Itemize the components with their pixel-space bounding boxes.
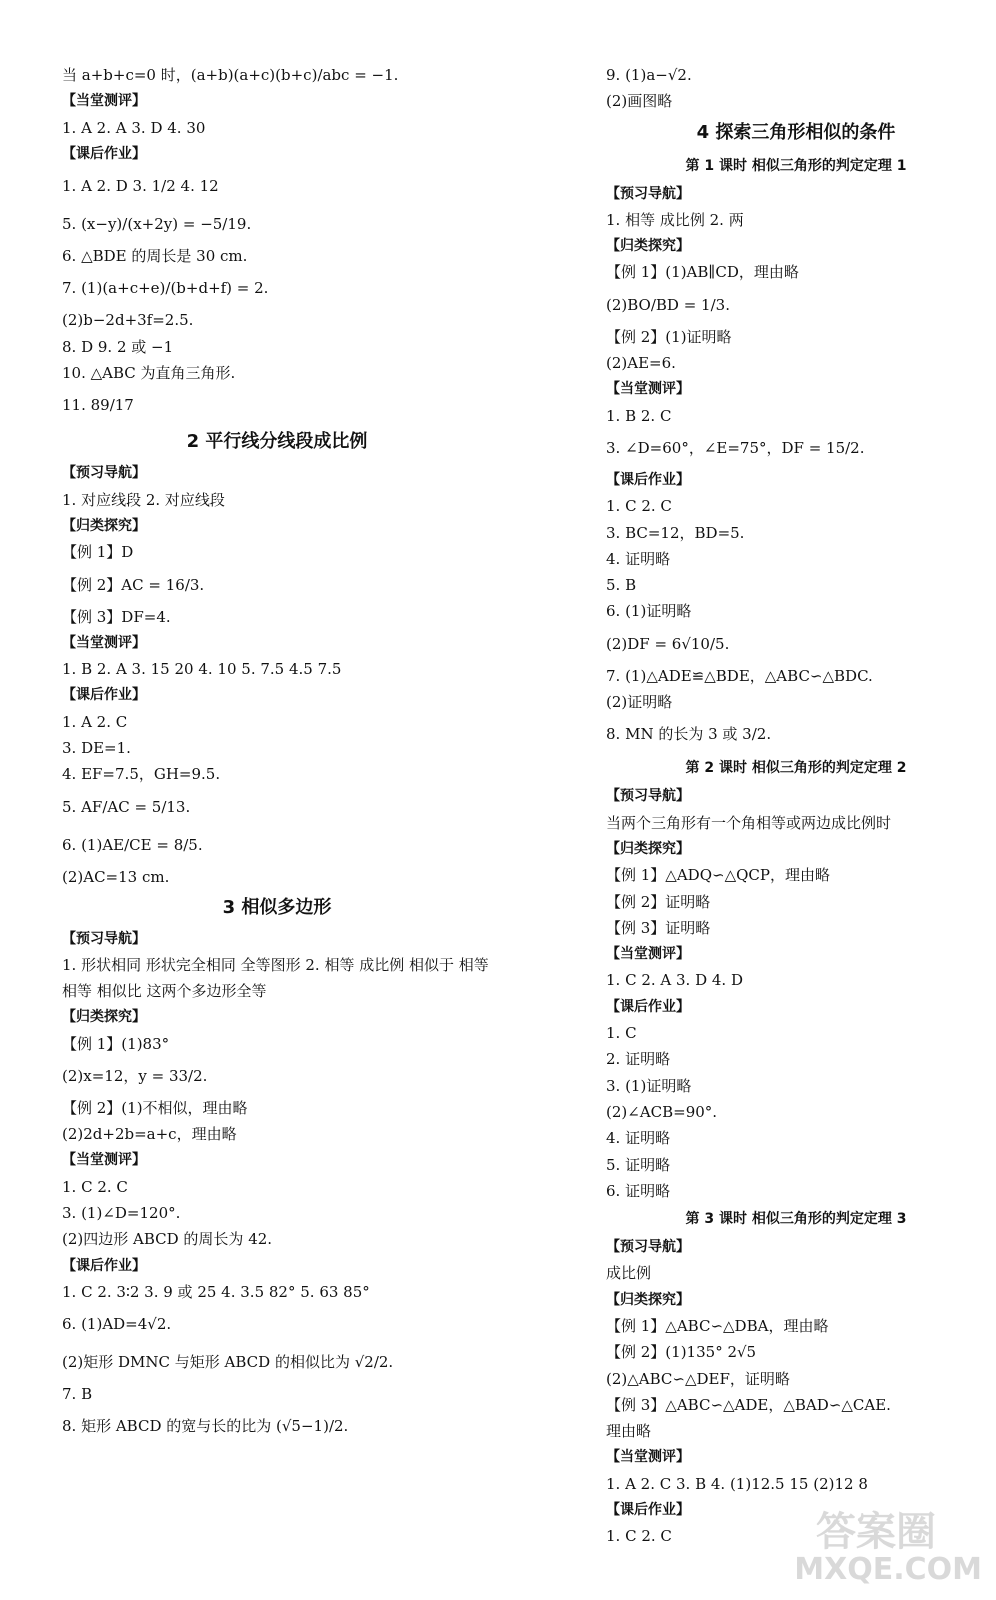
answer-line: 1. B 2. C [606, 406, 672, 425]
answer-line: (2)证明略 [606, 693, 673, 712]
section-label: 【预习导航】 [62, 465, 146, 482]
answer-line: 4. 证明略 [606, 549, 671, 568]
watermark-brand: 答案圈 [816, 1509, 936, 1555]
answer-line: (2)BO/BD = 1/3. [606, 295, 730, 314]
answer-line: 5. (x−y)/(x+2y) = −5/19. [62, 215, 252, 234]
section-label: 【课后作业】 [606, 471, 690, 488]
answer-line: 8. 矩形 ABCD 的宽与长的比为 (√5−1)/2. [62, 1417, 349, 1436]
answer-line: 成比例 [606, 1264, 652, 1283]
answer-line: 当两个三角形有一个角相等或两边成比例时 [606, 813, 892, 832]
section-label: 【预习导航】 [62, 930, 146, 947]
section-label: 【课后作业】 [606, 998, 690, 1015]
answer-line: 3. DE=1. [62, 739, 131, 758]
answer-line: 【例 2】(1)证明略 [606, 327, 732, 346]
watermark-site: MXQE.COM [794, 1552, 982, 1587]
answer-line: 1. 相等 成比例 2. 两 [606, 210, 744, 229]
answer-line: 1. C 2. C [62, 1177, 128, 1196]
section-label: 【当堂测评】 [62, 93, 146, 110]
section-title: 4 探索三角形相似的条件 [696, 121, 896, 143]
right-column [606, 62, 986, 1550]
answer-line: 理由略 [606, 1422, 652, 1441]
answer-line: 7. B [62, 1384, 93, 1403]
answer-line: 3. BC=12，BD=5. [606, 523, 745, 542]
answer-line: (2)x=12，y = 33/2. [62, 1066, 208, 1085]
answer-line: 1. C 2. C [606, 1527, 672, 1546]
lesson-title: 第 3 课时 相似三角形的判定定理 3 [685, 1211, 907, 1228]
answer-line: 1. A 2. C 3. B 4. (1)12.5 15 (2)12 8 [606, 1474, 868, 1493]
answer-line: 3. (1)证明略 [606, 1076, 692, 1095]
section-label: 【归类探究】 [606, 1291, 690, 1308]
answer-line: 【例 1】(1)83° [62, 1034, 170, 1053]
answer-line: 1. A 2. A 3. D 4. 30 [62, 118, 206, 137]
answer-line: 8. MN 的长为 3 或 3/2. [606, 725, 772, 744]
answer-line: 【例 2】AC = 16/3. [62, 575, 205, 594]
answer-line: 【例 1】△ADQ∽△QCP，理由略 [606, 866, 830, 885]
answer-line: (2)画图略 [606, 92, 673, 111]
answer-line: 【例 3】DF=4. [62, 607, 171, 626]
answer-line: 6. 证明略 [606, 1181, 671, 1200]
answer-line: 11. 89/17 [62, 396, 134, 415]
section-label: 【归类探究】 [62, 517, 146, 534]
section-label: 【预习导航】 [606, 788, 690, 805]
answer-line: 3. (1)∠D=120°. [62, 1204, 181, 1223]
answer-line: (2)2d+2b=a+c，理由略 [62, 1125, 237, 1144]
lesson-title: 第 2 课时 相似三角形的判定定理 2 [685, 760, 907, 777]
answer-line: (2)b−2d+3f=2.5. [62, 311, 194, 330]
answer-line: 【例 1】△ABC∽△DBA，理由略 [606, 1316, 829, 1335]
answer-line: (2)AC=13 cm. [62, 867, 170, 886]
answer-line: (2)AE=6. [606, 354, 676, 373]
section-label: 【当堂测评】 [606, 1449, 690, 1466]
answer-line: 10. △ABC 为直角三角形. [62, 364, 236, 383]
answer-line: 6. (1)AE/CE = 8/5. [62, 835, 203, 854]
answer-line: 6. △BDE 的周长是 30 cm. [62, 247, 248, 266]
answer-line: (2)四边形 ABCD 的周长为 42. [62, 1230, 273, 1249]
answer-line: 7. (1)△ADE≌△BDE，△ABC∽△BDC. [606, 666, 873, 685]
answer-line: 8. D 9. 2 或 −1 [62, 337, 174, 356]
answer-line: 3. ∠D=60°，∠E=75°，DF = 15/2. [606, 438, 865, 457]
answer-line: 1. C 2. 3∶2 3. 9 或 25 4. 3.5 82° 5. 63 85° [62, 1282, 370, 1301]
section-label: 【课后作业】 [62, 1257, 146, 1274]
answer-line: 【例 1】D [62, 543, 134, 562]
answer-line: (2)△ABC∽△DEF，证明略 [606, 1369, 790, 1388]
section-label: 【课后作业】 [62, 687, 146, 704]
section-title: 2 平行线分线段成比例 [186, 431, 368, 453]
answer-line: 1. A 2. D 3. 1/2 4. 12 [62, 177, 219, 196]
answer-line: 5. AF/AC = 5/13. [62, 797, 191, 816]
section-title: 3 相似多边形 [222, 896, 332, 918]
answer-line: 6. (1)AD=4√2. [62, 1314, 172, 1333]
answer-line: 【例 3】△ABC∽△ADE，△BAD∽△CAE. [606, 1395, 891, 1414]
answer-line: 4. 证明略 [606, 1129, 671, 1148]
section-label: 【归类探究】 [606, 238, 690, 255]
answer-line: 5. 证明略 [606, 1155, 671, 1174]
answer-line: (2)∠ACB=90°. [606, 1102, 718, 1121]
section-label: 【归类探究】 [606, 840, 690, 857]
section-label: 【预习导航】 [606, 1239, 690, 1256]
answer-line: 1. A 2. C [62, 712, 128, 731]
answer-line: 【例 3】证明略 [606, 918, 711, 937]
section-label: 【当堂测评】 [606, 946, 690, 963]
section-label: 【课后作业】 [606, 1502, 690, 1519]
section-label: 【当堂测评】 [62, 634, 146, 651]
answer-line: 9. (1)a−√2. [606, 66, 692, 84]
lesson-title: 第 1 课时 相似三角形的判定定理 1 [685, 157, 907, 174]
answer-line: 6. (1)证明略 [606, 602, 692, 621]
answer-line: 1. C 2. C [606, 497, 672, 516]
answer-line: 1. 形状相同 形状完全相同 全等图形 2. 相等 成比例 相似于 相等 相等 相似比 这两个多边形全等 [62, 956, 489, 1001]
answer-line: 【例 2】(1)不相似，理由略 [62, 1098, 248, 1117]
answer-line: 2. 证明略 [606, 1050, 671, 1069]
answer-line: 5. B [606, 576, 637, 595]
answer-line: 【例 2】证明略 [606, 892, 711, 911]
section-label: 【课后作业】 [62, 145, 146, 162]
answer-line: 1. 对应线段 2. 对应线段 [62, 490, 225, 509]
answer-line: 当 a+b+c=0 时，(a+b)(a+c)(b+c)/abc = −1. [62, 66, 399, 84]
section-label: 【归类探究】 [62, 1009, 146, 1026]
answer-line: 1. C 2. A 3. D 4. D [606, 971, 743, 990]
section-label: 【当堂测评】 [606, 381, 690, 398]
answer-line: (2)DF = 6√10/5. [606, 634, 730, 653]
answer-line: 4. EF=7.5，GH=9.5. [62, 765, 221, 784]
answer-line: 7. (1)(a+c+e)/(b+d+f) = 2. [62, 279, 269, 298]
answer-line: 1. C [606, 1024, 637, 1043]
answer-line: (2)矩形 DMNC 与矩形 ABCD 的相似比为 √2/2. [62, 1352, 394, 1371]
left-column [62, 62, 492, 1445]
answer-line: 【例 1】(1)AB∥CD，理由略 [606, 263, 799, 282]
answer-line: 1. B 2. A 3. 15 20 4. 10 5. 7.5 4.5 7.5 [62, 660, 342, 679]
section-label: 【预习导航】 [606, 185, 690, 202]
answer-line: 【例 2】(1)135° 2√5 [606, 1343, 757, 1362]
section-label: 【当堂测评】 [62, 1152, 146, 1169]
